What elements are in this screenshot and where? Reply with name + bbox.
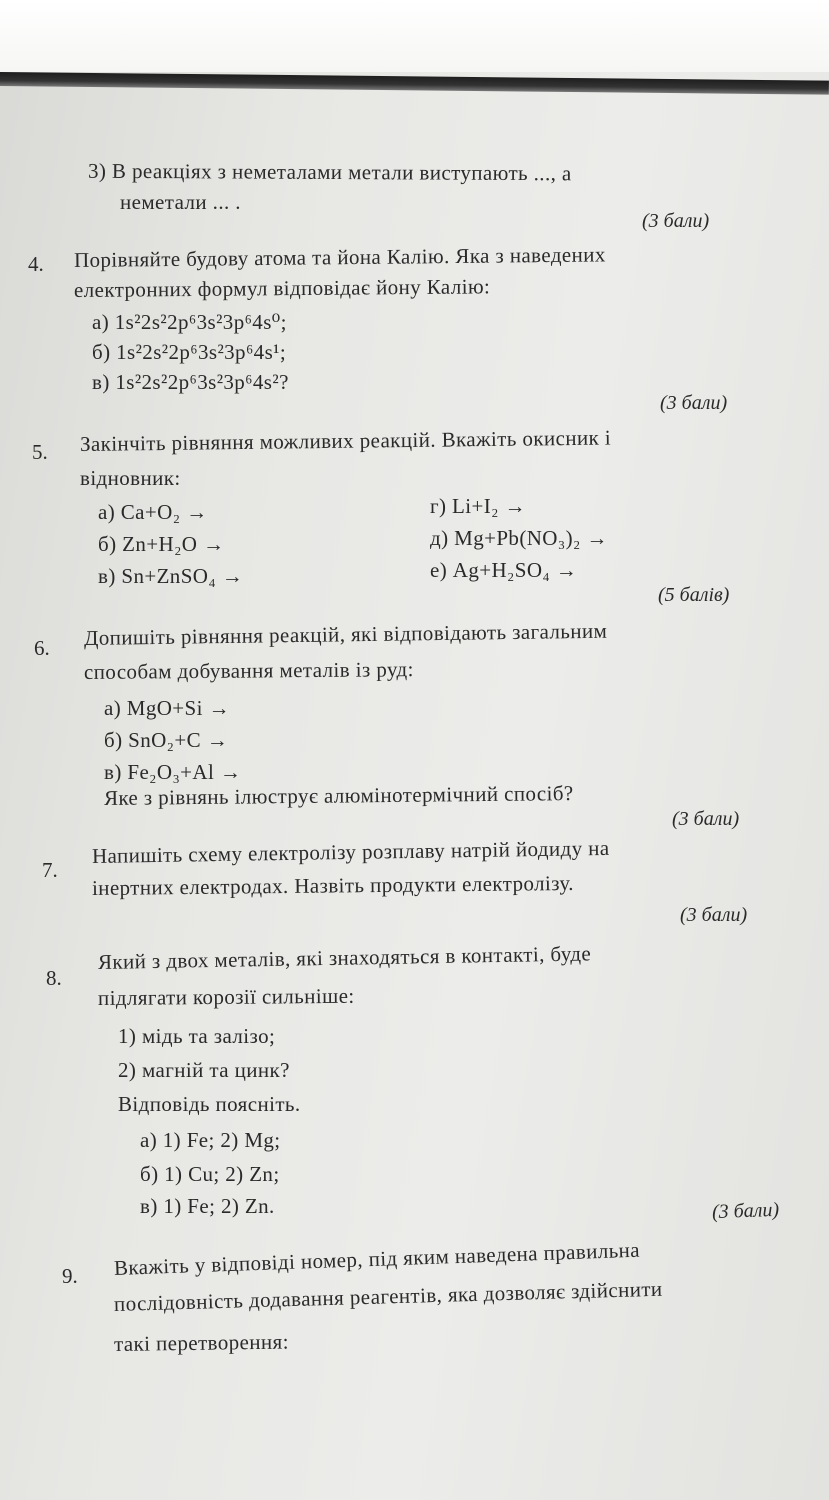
q8-option-a: а) 1) Fe; 2) Mg;	[140, 1128, 281, 1152]
q4-score: (3 бали)	[660, 392, 728, 414]
q5-reaction-c: в) Sn+ZnSO₄ →	[98, 564, 244, 588]
q4-option-c: в) 1s²2s²2p⁶3s²3p⁶4s²?	[92, 370, 289, 394]
q5-line-2: відновник:	[80, 466, 181, 490]
q6-question: Яке з рівнянь ілюструє алюмінотермічний спосіб?	[103, 781, 574, 810]
q5-reaction-b: б) Zn+H₂O →	[98, 532, 225, 556]
q3-score: (3 бали)	[642, 210, 710, 232]
q4-option-b: б) 1s²2s²2p⁶3s²3p⁶4s¹;	[92, 340, 287, 364]
q5-reaction-f: е) Ag+H₂SO₄ →	[430, 558, 578, 582]
q8-pair-1: 1) мідь та залізо;	[118, 1024, 276, 1048]
q4-line-1: Порівняйте будову атома та йона Калію. Яка з наведених	[73, 242, 606, 272]
q8-score: (3 бали)	[711, 1198, 780, 1224]
q8-line-1: Який з двох металів, які знаходяться в контакті, буде	[97, 941, 592, 974]
q3-line-1: 3) В реакціях з неметалами метали виступають ..., а	[87, 158, 572, 186]
photo-background-top	[0, 0, 829, 72]
q8-line-2: підлягати корозії сильніше:	[97, 983, 355, 1010]
q9-line-1: Вкажіть у відповіді номер, під яким наведена правильна	[113, 1237, 641, 1280]
q6-line-1: Допишіть рівняння реакцій, які відповідають загальним	[83, 618, 608, 650]
q6-reaction-b: б) SnO₂+C →	[104, 728, 229, 752]
q7-line-2: інертних електродах. Назвіть продукти електролізу.	[91, 870, 574, 900]
q8-option-b: б) 1) Cu; 2) Zn;	[140, 1162, 280, 1186]
q9-line-2: послідовність додавання реагентів, яка дозволяє здійснити	[113, 1276, 663, 1316]
q8-explain: Відповідь поясніть.	[118, 1092, 301, 1116]
q5-reaction-d: г) Li+I₂ →	[430, 494, 526, 518]
q7-score: (3 бали)	[680, 904, 748, 926]
q5-line-1: Закінчіть рівняння можливих реакцій. Вкажіть окисник і	[79, 425, 612, 456]
q5-reaction-a: а) Ca+O₂ →	[98, 500, 208, 524]
q8-option-c: в) 1) Fe; 2) Zn.	[140, 1194, 275, 1218]
q6-line-2: способам добування металів із руд:	[83, 657, 414, 684]
q7-number: 7.	[42, 858, 58, 882]
q3-line-2: неметали ... .	[120, 190, 241, 214]
q7-line-1: Напишіть схему електролізу розплаву натрій йодиду на	[91, 835, 610, 868]
q4-line-2: електронних формул відповідає йону Калію:	[73, 274, 491, 302]
q6-reaction-a: а) MgO+Si →	[104, 696, 230, 720]
exam-sheet	[0, 86, 829, 1500]
q5-score: (5 балів)	[658, 584, 730, 606]
q6-reaction-c: в) Fe₂O₃+Al →	[104, 760, 242, 784]
q6-score: (3 бали)	[672, 808, 740, 830]
q9-number: 9.	[62, 1264, 78, 1288]
q8-number: 8.	[46, 966, 62, 990]
q5-number: 5.	[32, 440, 48, 464]
q6-number: 6.	[34, 636, 50, 660]
q8-pair-2: 2) магній та цинк?	[118, 1058, 290, 1082]
q4-number: 4.	[28, 252, 44, 276]
q4-option-a: а) 1s²2s²2p⁶3s²3p⁶4s⁰;	[92, 310, 287, 334]
q9-line-3: такі перетворення:	[113, 1329, 290, 1356]
q5-reaction-e: д) Mg+Pb(NO₃)₂ →	[430, 526, 608, 550]
